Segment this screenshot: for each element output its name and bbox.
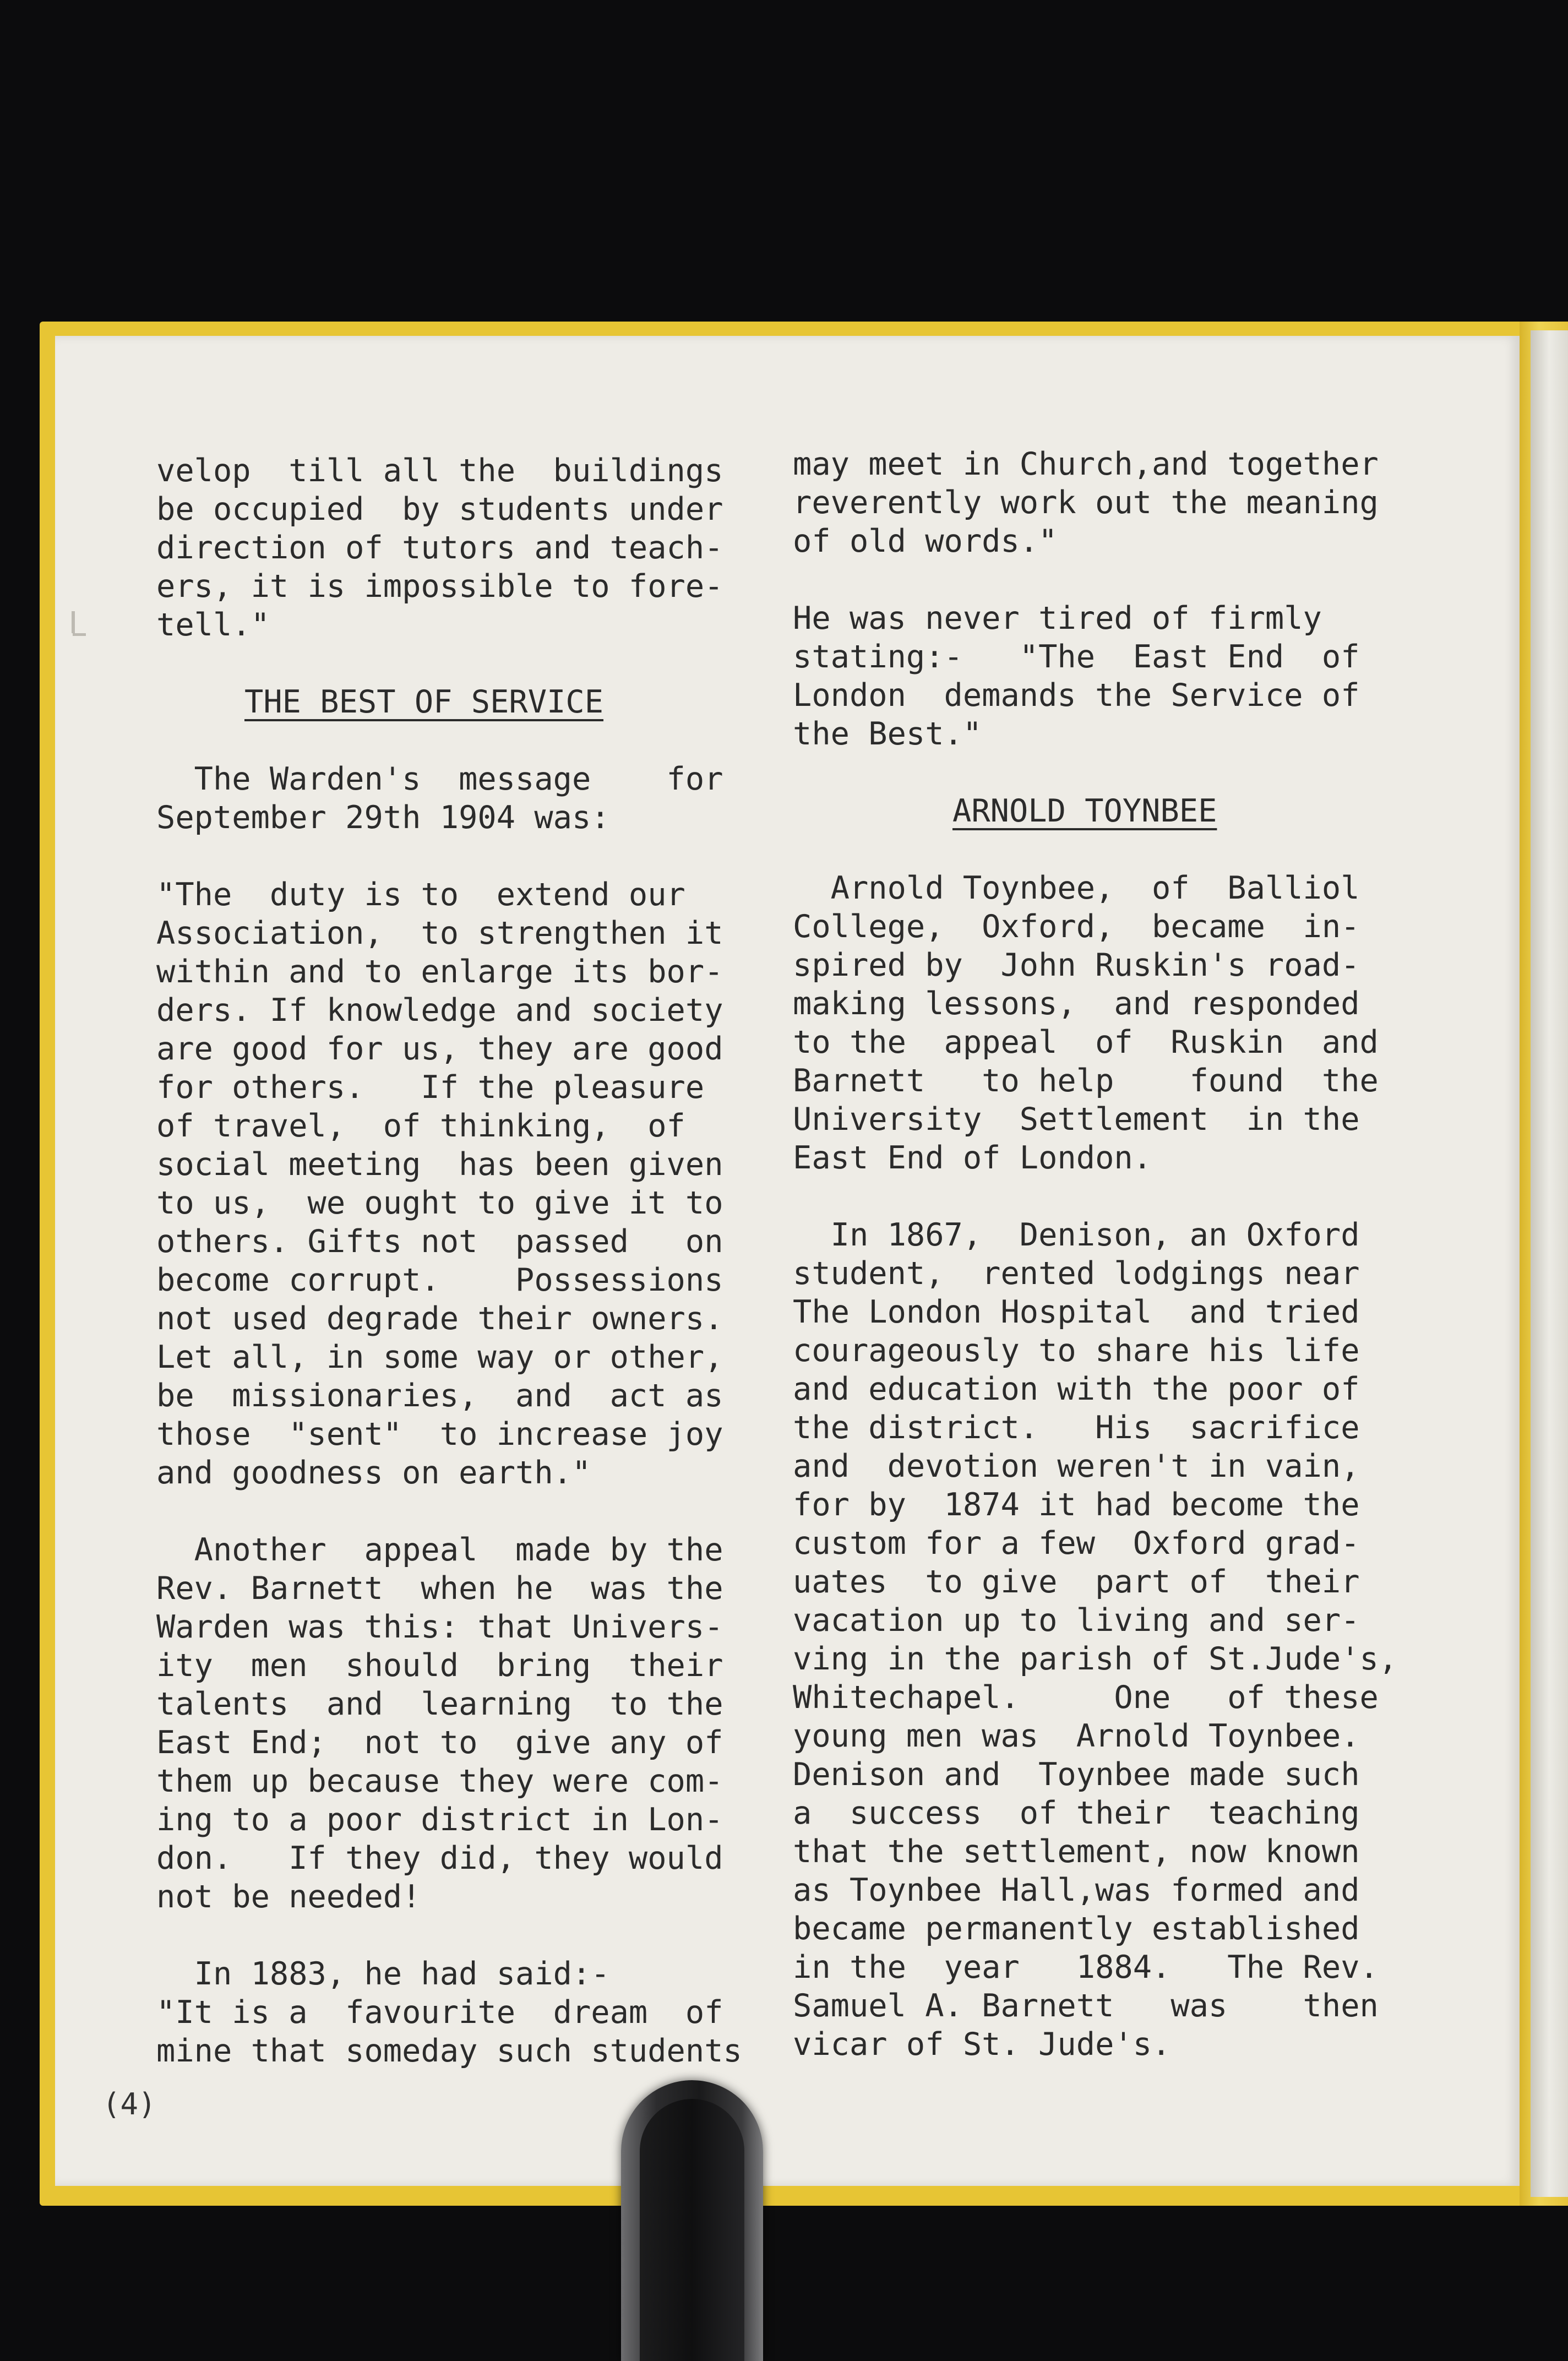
text-line: ving in the parish of St.Jude's, [793,1641,1398,1677]
paragraph-gap [793,1177,1387,1216]
text-line: reverently work out the meaning [793,485,1379,521]
text-line: London demands the Service of [793,677,1360,714]
paragraph-gap [156,721,729,760]
text-line: tell." [156,607,270,643]
text-line: became permanently established [793,1911,1360,1947]
text-line: courageously to share his life [793,1332,1360,1369]
text-line: Denison and Toynbee made such [793,1756,1360,1793]
section-heading-row [793,792,1387,830]
text-line: in the year 1884. The Rev. [793,1949,1379,1985]
text-line: talents and learning to the [156,1686,723,1722]
paragraph-gap [156,1492,729,1531]
text-line: The London Hospital and tried [793,1294,1360,1330]
text-line: and devotion weren't in vain, [793,1448,1360,1484]
text-line: of travel, of thinking, of [156,1108,685,1144]
text-line: of old words." [793,523,1058,559]
text-line: vicar of St. Jude's. [793,2026,1171,2063]
text-line: and education with the poor of [793,1371,1360,1407]
text-line: September 29th 1904 was: [156,799,610,836]
text-line: uates to give part of their [793,1564,1360,1600]
text-line: ers, it is impossible to fore- [156,568,723,605]
section-heading: THE BEST OF SERVICE [244,684,604,720]
text-line: social meeting has been given [156,1146,723,1183]
paragraph-gap [793,561,1387,599]
text-line: student, rented lodgings near [793,1255,1360,1292]
text-line: become corrupt. Possessions [156,1262,723,1298]
text-line: others. Gifts not passed on [156,1223,723,1260]
text-line: Warden was this: that Univers- [156,1609,723,1645]
text-line: to us, we ought to give it to [156,1185,723,1221]
paragraph-gap [156,837,729,875]
text-line: for others. If the pleasure [156,1069,705,1106]
text-line: ity men should bring their [156,1647,723,1684]
text-line: stating:- "The East End of [793,639,1360,675]
text-line: direction of tutors and teach- [156,530,723,566]
text-line: East End; not to give any of [156,1724,723,1761]
text-line: ders. If knowledge and society [156,992,723,1029]
text-line: for by 1874 it had become the [793,1487,1360,1523]
left-column [156,451,742,2070]
text-line: "It is a favourite dream of [156,1994,723,2031]
text-line: "The duty is to extend our [156,877,685,913]
section-heading: ARNOLD TOYNBEE [952,793,1217,829]
text-line: that the settlement, now known [793,1834,1360,1870]
text-line: Let all, in some way or other, [156,1339,723,1375]
text-line: velop till all the buildings [156,453,723,489]
text-line: within and to enlarge its bor- [156,954,723,990]
text-line: be missionaries, and act as [156,1378,723,1414]
text-line: University Settlement in the [793,1101,1360,1138]
page-clip-holder [621,2080,763,2361]
text-line: custom for a few Oxford grad- [793,1525,1360,1562]
paragraph-gap [793,753,1387,792]
margin-mark [73,633,86,636]
page-number: (4) [102,2087,156,2121]
text-line: are good for us, they are good [156,1031,723,1067]
text-line: Barnett to help found the [793,1063,1379,1099]
text-line: Association, to strengthen it [156,915,723,951]
text-line: those "sent" to increase joy [156,1416,723,1452]
text-line: ing to a poor district in Lon- [156,1802,723,1838]
text-line: not used degrade their owners. [156,1301,723,1337]
page-edge [1531,330,1568,2197]
text-line: The Warden's message for [156,761,723,797]
page-clip-inner [640,2099,744,2361]
text-line: Rev. Barnett when he was the [156,1570,723,1607]
text-line: East End of London. [793,1140,1152,1176]
text-line: may meet in Church,and together [793,446,1379,482]
text-line: the Best." [793,716,982,752]
text-line: In 1883, he had said:- [156,1956,610,1992]
text-line: a success of their teaching [793,1795,1360,1831]
text-line: making lessons, and responded [793,986,1360,1022]
paragraph-gap [156,1916,729,1955]
text-line: as Toynbee Hall,was formed and [793,1872,1360,1908]
text-line: In 1867, Denison, an Oxford [793,1217,1360,1253]
text-line: Another appeal made by the [156,1532,723,1568]
text-line: Samuel A. Barnett was then [793,1988,1379,2024]
text-line: He was never tired of firmly [793,600,1322,637]
text-line: vacation up to living and ser- [793,1602,1360,1639]
right-column [793,445,1398,2064]
paragraph-gap [156,644,729,683]
text-line: be occupied by students under [156,491,723,527]
text-line: them up because they were com- [156,1763,723,1799]
margin-mark [72,611,75,633]
text-line: to the appeal of Ruskin and [793,1024,1379,1060]
text-line: young men was Arnold Toynbee. [793,1718,1360,1754]
text-line: don. If they did, they would [156,1840,723,1876]
text-line: not be needed! [156,1879,421,1915]
text-line: and goodness on earth." [156,1455,591,1491]
text-line: the district. His sacrifice [793,1410,1360,1446]
text-line: mine that someday such students [156,2033,742,2069]
section-heading-row [156,683,729,721]
text-line: Whitechapel. One of these [793,1679,1379,1716]
text-line: spired by John Ruskin's road- [793,947,1360,983]
text-line: Arnold Toynbee, of Balliol [793,870,1360,906]
paragraph-gap [793,830,1387,869]
text-line: College, Oxford, became in- [793,909,1360,945]
